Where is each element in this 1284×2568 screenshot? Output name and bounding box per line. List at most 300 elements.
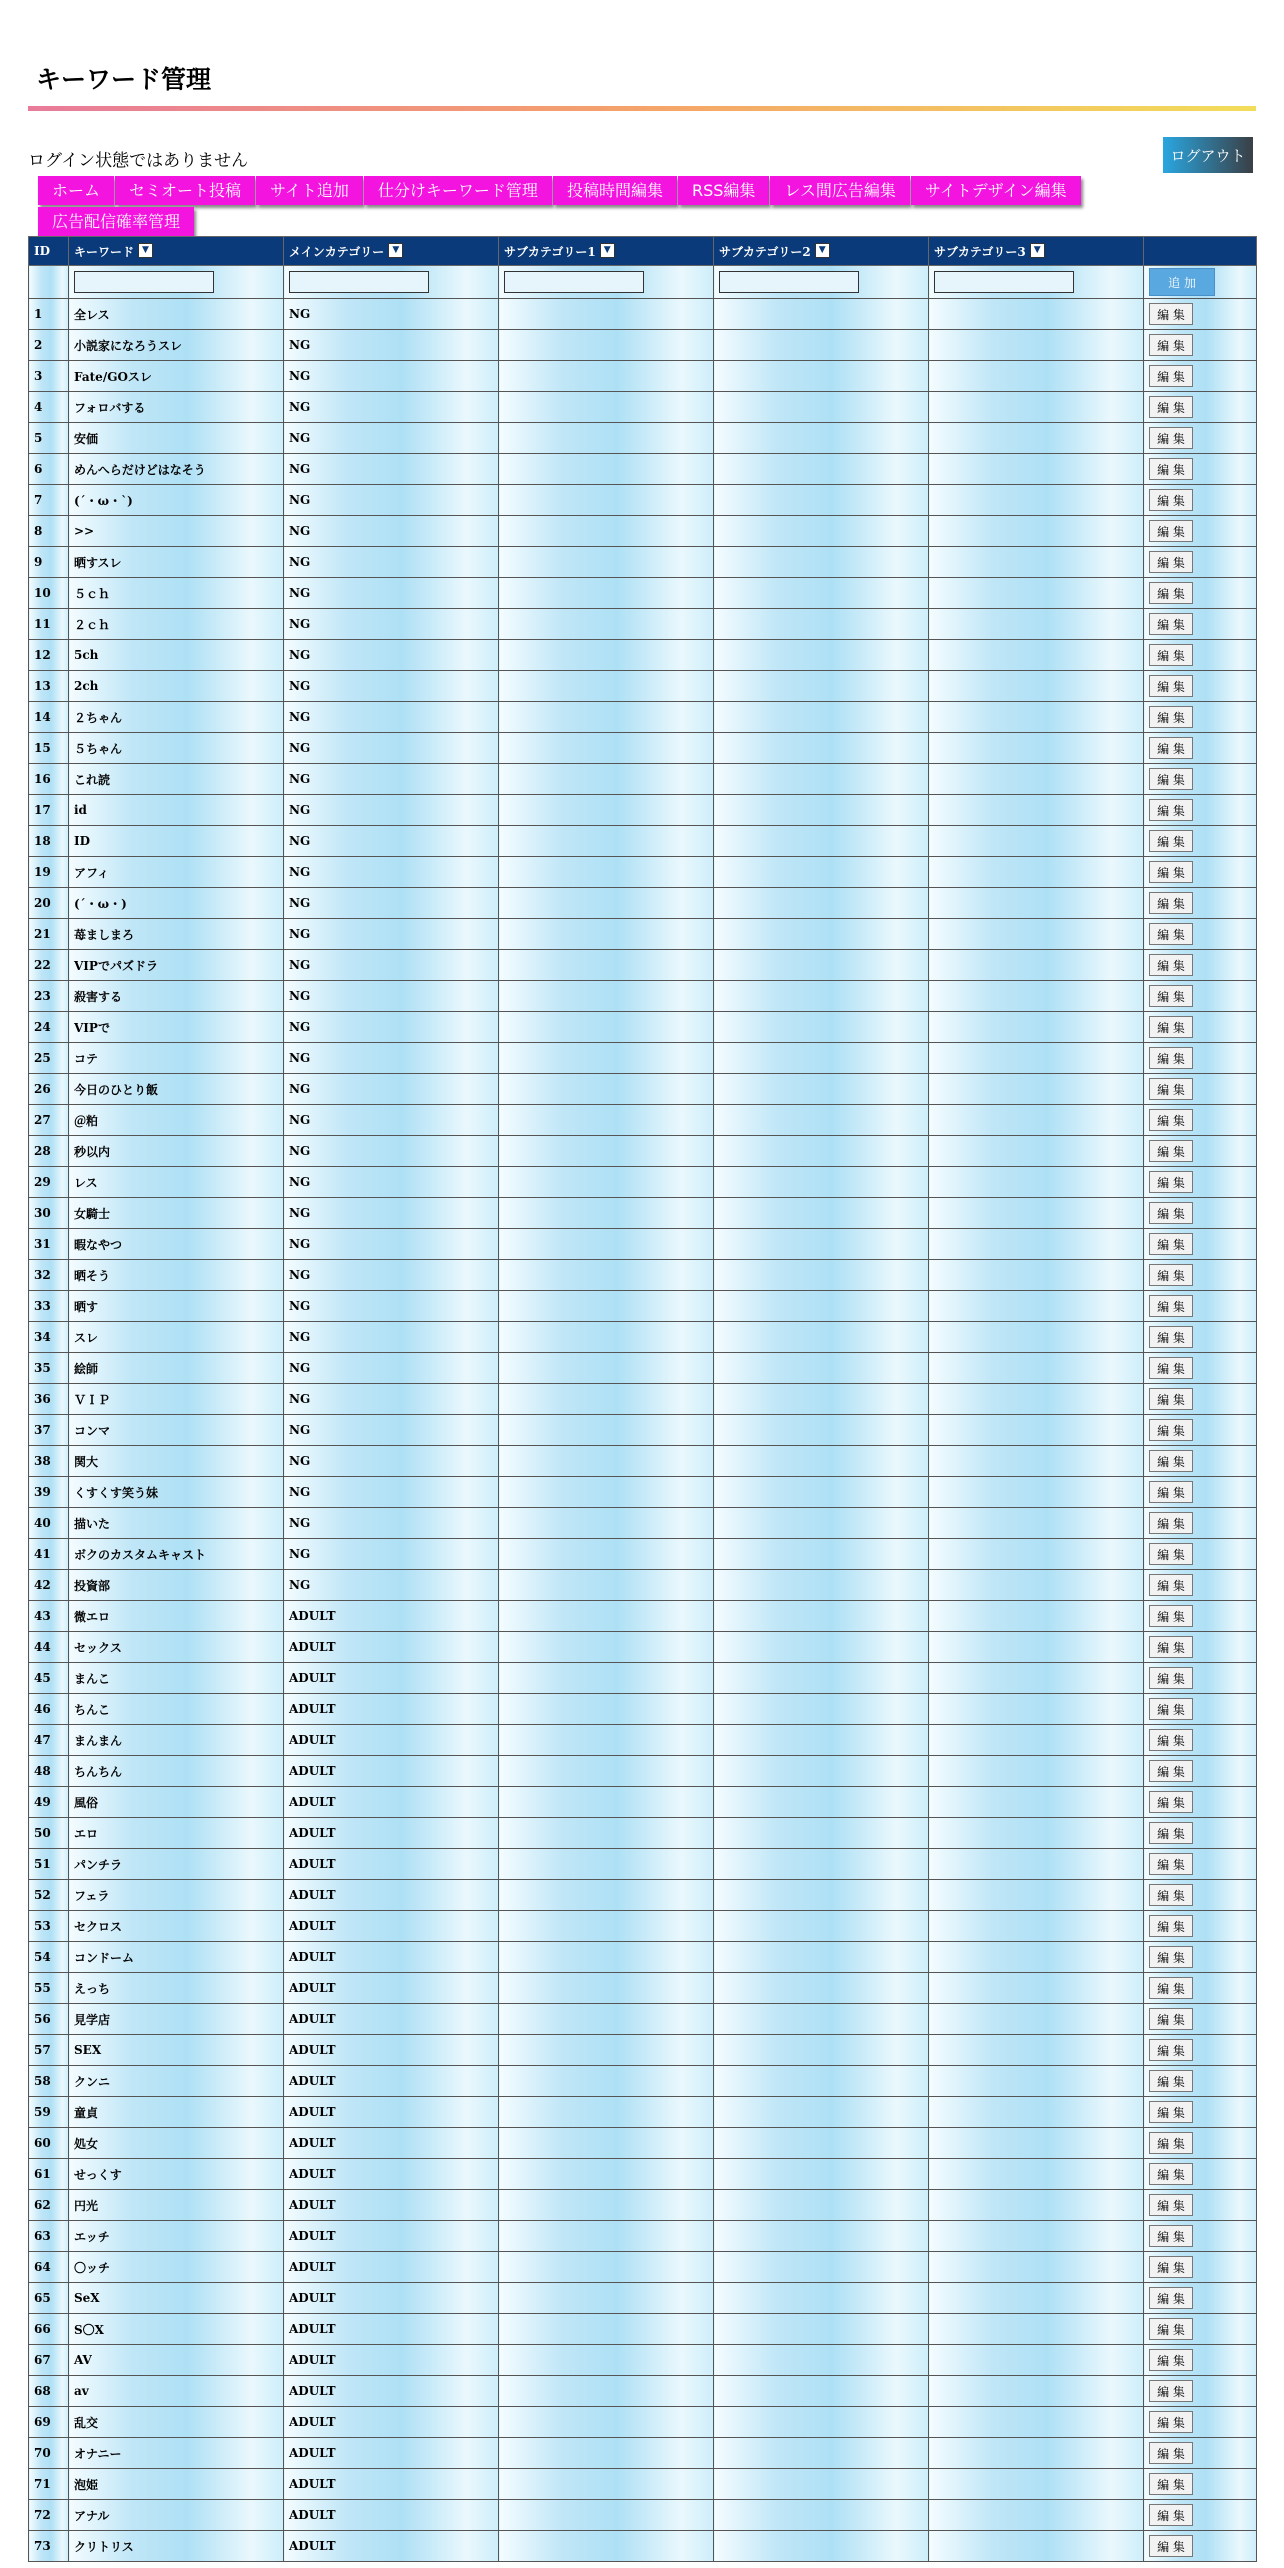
edit-button[interactable]: 編 集 — [1149, 1636, 1193, 1658]
row-main-category: NG — [284, 857, 499, 888]
edit-button[interactable]: 編 集 — [1149, 1760, 1193, 1782]
row-sub-category-1 — [499, 485, 714, 516]
nav-button[interactable]: サイトデザイン編集 — [911, 176, 1081, 205]
row-keyword: フェラ — [69, 1880, 284, 1911]
row-keyword: ID — [69, 826, 284, 857]
row-sub-category-2 — [714, 2221, 929, 2252]
row-sub-category-1 — [499, 1012, 714, 1043]
header-sub-category-1-label: サブカテゴリー1 — [504, 244, 596, 259]
row-sub-category-3 — [929, 1074, 1144, 1105]
table-row — [29, 702, 1257, 733]
row-keyword: 女騎士 — [69, 1198, 284, 1229]
edit-button[interactable]: 編 集 — [1149, 1977, 1193, 1999]
row-sub-category-2 — [714, 454, 929, 485]
table-row — [29, 919, 1257, 950]
row-sub-category-3 — [929, 1446, 1144, 1477]
row-sub-category-2 — [714, 2159, 929, 2190]
row-action-cell — [1144, 1818, 1257, 1849]
row-action-cell — [1144, 1198, 1257, 1229]
page-title: キーワード管理 — [36, 65, 212, 94]
nav-button[interactable]: 仕分けキーワード管理 — [364, 176, 552, 205]
edit-button[interactable]: 編 集 — [1149, 1202, 1193, 1224]
row-keyword: レス — [69, 1167, 284, 1198]
row-keyword: 5ch — [69, 640, 284, 671]
row-id: 10 — [29, 578, 69, 609]
row-main-category: NG — [284, 392, 499, 423]
row-sub-category-3 — [929, 361, 1144, 392]
row-id: 63 — [29, 2221, 69, 2252]
edit-button[interactable]: 編 集 — [1149, 489, 1193, 511]
edit-button[interactable]: 編 集 — [1149, 365, 1193, 387]
table-row — [29, 1973, 1257, 2004]
edit-button[interactable]: 編 集 — [1149, 644, 1193, 666]
edit-button[interactable]: 編 集 — [1149, 2256, 1193, 2278]
row-action-cell — [1144, 1694, 1257, 1725]
edit-button[interactable]: 編 集 — [1149, 1109, 1193, 1131]
edit-button[interactable]: 編 集 — [1149, 768, 1193, 790]
row-keyword: くすくす笑う妹 — [69, 1477, 284, 1508]
row-sub-category-3 — [929, 2221, 1144, 2252]
row-sub-category-2 — [714, 702, 929, 733]
edit-button[interactable]: 編 集 — [1149, 582, 1193, 604]
edit-button[interactable]: 編 集 — [1149, 861, 1193, 883]
row-main-category: ADULT — [284, 1787, 499, 1818]
edit-button[interactable]: 編 集 — [1149, 2008, 1193, 2030]
row-sub-category-3 — [929, 2407, 1144, 2438]
row-id: 52 — [29, 1880, 69, 1911]
row-sub-category-3 — [929, 2190, 1144, 2221]
row-id: 18 — [29, 826, 69, 857]
row-keyword: セックス — [69, 1632, 284, 1663]
row-sub-category-1 — [499, 1291, 714, 1322]
edit-button[interactable]: 編 集 — [1149, 1512, 1193, 1534]
row-sub-category-2 — [714, 2283, 929, 2314]
row-main-category: ADULT — [284, 1973, 499, 2004]
edit-button[interactable]: 編 集 — [1149, 2442, 1193, 2464]
row-id: 41 — [29, 1539, 69, 1570]
edit-button[interactable]: 編 集 — [1149, 2070, 1193, 2092]
row-sub-category-1 — [499, 1570, 714, 1601]
row-id: 21 — [29, 919, 69, 950]
edit-button[interactable]: 編 集 — [1149, 2194, 1193, 2216]
row-action-cell — [1144, 454, 1257, 485]
row-main-category: NG — [284, 578, 499, 609]
edit-button[interactable]: 編 集 — [1149, 2380, 1193, 2402]
new-main-category-input[interactable] — [289, 271, 429, 293]
row-sub-category-2 — [714, 2469, 929, 2500]
edit-button[interactable]: 編 集 — [1149, 1481, 1193, 1503]
row-keyword: コンドーム — [69, 1942, 284, 1973]
row-id: 43 — [29, 1601, 69, 1632]
row-sub-category-3 — [929, 795, 1144, 826]
title-underline — [28, 106, 1256, 111]
edit-button[interactable]: 編 集 — [1149, 2101, 1193, 2123]
edit-button[interactable]: 編 集 — [1149, 1729, 1193, 1751]
row-sub-category-1 — [499, 2531, 714, 2562]
logout-button[interactable]: ログアウト — [1163, 137, 1253, 173]
edit-button[interactable]: 編 集 — [1149, 1915, 1193, 1937]
add-row-sub2-cell — [714, 266, 929, 299]
row-sub-category-3 — [929, 1012, 1144, 1043]
row-sub-category-1 — [499, 950, 714, 981]
row-sub-category-3 — [929, 1942, 1144, 1973]
row-action-cell — [1144, 1663, 1257, 1694]
row-keyword: 微エロ — [69, 1601, 284, 1632]
row-main-category: NG — [284, 1012, 499, 1043]
row-sub-category-1 — [499, 1105, 714, 1136]
row-sub-category-2 — [714, 1880, 929, 1911]
edit-button[interactable]: 編 集 — [1149, 458, 1193, 480]
row-id: 42 — [29, 1570, 69, 1601]
row-main-category: ADULT — [284, 2376, 499, 2407]
row-sub-category-3 — [929, 2469, 1144, 2500]
edit-button[interactable]: 編 集 — [1149, 2163, 1193, 2185]
edit-button[interactable]: 編 集 — [1149, 1450, 1193, 1472]
edit-button[interactable]: 編 集 — [1149, 892, 1193, 914]
row-sub-category-2 — [714, 1167, 929, 1198]
row-sub-category-1 — [499, 640, 714, 671]
row-sub-category-1 — [499, 795, 714, 826]
keyword-table — [28, 236, 1257, 2562]
edit-button[interactable]: 編 集 — [1149, 985, 1193, 1007]
table-row — [29, 1942, 1257, 1973]
row-sub-category-3 — [929, 547, 1144, 578]
row-id: 15 — [29, 733, 69, 764]
row-sub-category-1 — [499, 2097, 714, 2128]
row-id: 24 — [29, 1012, 69, 1043]
row-id: 23 — [29, 981, 69, 1012]
edit-button[interactable]: 編 集 — [1149, 2039, 1193, 2061]
nav-button[interactable]: セミオート投稿 — [115, 176, 255, 205]
new-sub-category-2-input[interactable] — [719, 271, 859, 293]
edit-button[interactable]: 編 集 — [1149, 2504, 1193, 2526]
row-id: 65 — [29, 2283, 69, 2314]
row-id: 39 — [29, 1477, 69, 1508]
row-sub-category-2 — [714, 299, 929, 330]
row-id: 57 — [29, 2035, 69, 2066]
row-keyword: 小説家になろうスレ — [69, 330, 284, 361]
row-sub-category-3 — [929, 640, 1144, 671]
row-main-category: ADULT — [284, 2531, 499, 2562]
row-sub-category-3 — [929, 2314, 1144, 2345]
row-sub-category-1 — [499, 1229, 714, 1260]
row-sub-category-2 — [714, 547, 929, 578]
nav-button[interactable]: ホーム — [38, 176, 114, 205]
row-main-category: NG — [284, 1384, 499, 1415]
edit-button[interactable]: 編 集 — [1149, 2411, 1193, 2433]
table-row — [29, 2128, 1257, 2159]
row-action-cell — [1144, 1942, 1257, 1973]
edit-button[interactable]: 編 集 — [1149, 1357, 1193, 1379]
edit-button[interactable]: 編 集 — [1149, 1326, 1193, 1348]
edit-button[interactable]: 編 集 — [1149, 675, 1193, 697]
new-sub-category-3-input[interactable] — [934, 271, 1074, 293]
row-sub-category-2 — [714, 1632, 929, 1663]
row-action-cell — [1144, 330, 1257, 361]
sort-sub-category-2-icon[interactable]: ▼ — [815, 243, 830, 258]
row-id: 66 — [29, 2314, 69, 2345]
header-actions — [1144, 237, 1257, 266]
row-action-cell — [1144, 1074, 1257, 1105]
edit-button[interactable]: 編 集 — [1149, 1047, 1193, 1069]
row-id: 55 — [29, 1973, 69, 2004]
header-id — [29, 237, 69, 266]
row-keyword: まんまん — [69, 1725, 284, 1756]
row-action-cell — [1144, 1539, 1257, 1570]
row-sub-category-2 — [714, 2531, 929, 2562]
row-sub-category-1 — [499, 2500, 714, 2531]
row-action-cell — [1144, 2407, 1257, 2438]
row-keyword: 殺害する — [69, 981, 284, 1012]
row-keyword: VIPで — [69, 1012, 284, 1043]
row-id: 51 — [29, 1849, 69, 1880]
row-sub-category-3 — [929, 1043, 1144, 1074]
row-main-category: NG — [284, 1446, 499, 1477]
table-row — [29, 1384, 1257, 1415]
edit-button[interactable]: 編 集 — [1149, 613, 1193, 635]
row-id: 50 — [29, 1818, 69, 1849]
row-sub-category-2 — [714, 1415, 929, 1446]
table-row — [29, 2376, 1257, 2407]
row-id: 29 — [29, 1167, 69, 1198]
row-sub-category-2 — [714, 671, 929, 702]
row-id: 44 — [29, 1632, 69, 1663]
row-id: 20 — [29, 888, 69, 919]
nav-button[interactable]: サイト追加 — [256, 176, 363, 205]
edit-button[interactable]: 編 集 — [1149, 396, 1193, 418]
row-keyword: まんこ — [69, 1663, 284, 1694]
row-sub-category-3 — [929, 1353, 1144, 1384]
edit-button[interactable]: 編 集 — [1149, 2225, 1193, 2247]
row-keyword: 関大 — [69, 1446, 284, 1477]
table-row — [29, 1167, 1257, 1198]
row-sub-category-3 — [929, 1818, 1144, 1849]
edit-button[interactable]: 編 集 — [1149, 1419, 1193, 1441]
edit-button[interactable]: 編 集 — [1149, 551, 1193, 573]
row-sub-category-3 — [929, 2097, 1144, 2128]
edit-button[interactable]: 編 集 — [1149, 954, 1193, 976]
nav-button[interactable]: レス間広告編集 — [770, 176, 910, 205]
row-sub-category-1 — [499, 1384, 714, 1415]
row-sub-category-2 — [714, 516, 929, 547]
table-row — [29, 888, 1257, 919]
row-sub-category-3 — [929, 1725, 1144, 1756]
edit-button[interactable]: 編 集 — [1149, 1295, 1193, 1317]
row-action-cell — [1144, 1043, 1257, 1074]
edit-button[interactable]: 編 集 — [1149, 706, 1193, 728]
row-sub-category-1 — [499, 919, 714, 950]
row-keyword: (´・ω・) — [69, 888, 284, 919]
edit-button[interactable]: 編 集 — [1149, 1140, 1193, 1162]
row-sub-category-3 — [929, 919, 1144, 950]
row-keyword: AV — [69, 2345, 284, 2376]
row-sub-category-3 — [929, 1632, 1144, 1663]
nav-button[interactable]: RSS編集 — [678, 176, 769, 205]
nav-button[interactable]: 広告配信確率管理 — [38, 207, 194, 236]
row-sub-category-3 — [929, 1105, 1144, 1136]
row-sub-category-2 — [714, 423, 929, 454]
row-id: 47 — [29, 1725, 69, 1756]
row-sub-category-1 — [499, 1880, 714, 1911]
row-sub-category-3 — [929, 1229, 1144, 1260]
row-sub-category-2 — [714, 1973, 929, 2004]
row-main-category: NG — [284, 1508, 499, 1539]
add-row-id-cell — [29, 266, 69, 299]
row-keyword: VIPでパズドラ — [69, 950, 284, 981]
edit-button[interactable]: 編 集 — [1149, 1078, 1193, 1100]
row-action-cell — [1144, 671, 1257, 702]
edit-button[interactable]: 編 集 — [1149, 737, 1193, 759]
row-sub-category-2 — [714, 888, 929, 919]
edit-button[interactable]: 編 集 — [1149, 1543, 1193, 1565]
row-keyword: アナル — [69, 2500, 284, 2531]
edit-button[interactable]: 編 集 — [1149, 2349, 1193, 2371]
row-sub-category-1 — [499, 2159, 714, 2190]
row-sub-category-2 — [714, 361, 929, 392]
edit-button[interactable]: 編 集 — [1149, 1016, 1193, 1038]
row-sub-category-2 — [714, 1384, 929, 1415]
row-id: 37 — [29, 1415, 69, 1446]
edit-button[interactable]: 編 集 — [1149, 1605, 1193, 1627]
row-keyword: エロ — [69, 1818, 284, 1849]
edit-button[interactable]: 編 集 — [1149, 923, 1193, 945]
row-sub-category-1 — [499, 1849, 714, 1880]
row-action-cell — [1144, 1167, 1257, 1198]
add-button[interactable]: 追 加 — [1149, 268, 1215, 296]
edit-button[interactable]: 編 集 — [1149, 1171, 1193, 1193]
sort-sub-category-1-icon[interactable]: ▼ — [600, 243, 615, 258]
row-sub-category-2 — [714, 1694, 929, 1725]
row-sub-category-1 — [499, 2314, 714, 2345]
table-row — [29, 1632, 1257, 1663]
row-keyword: 描いた — [69, 1508, 284, 1539]
edit-button[interactable]: 編 集 — [1149, 334, 1193, 356]
row-sub-category-1 — [499, 1074, 714, 1105]
edit-button[interactable]: 編 集 — [1149, 2473, 1193, 2495]
row-action-cell — [1144, 578, 1257, 609]
row-sub-category-1 — [499, 609, 714, 640]
row-sub-category-2 — [714, 764, 929, 795]
new-keyword-input[interactable] — [74, 271, 214, 293]
row-main-category: NG — [284, 454, 499, 485]
table-row — [29, 1477, 1257, 1508]
row-sub-category-3 — [929, 1508, 1144, 1539]
row-sub-category-1 — [499, 1260, 714, 1291]
row-main-category: NG — [284, 1229, 499, 1260]
row-main-category: NG — [284, 795, 499, 826]
edit-button[interactable]: 編 集 — [1149, 830, 1193, 852]
row-action-cell — [1144, 2345, 1257, 2376]
edit-button[interactable]: 編 集 — [1149, 1884, 1193, 1906]
edit-button[interactable]: 編 集 — [1149, 1822, 1193, 1844]
row-sub-category-2 — [714, 1012, 929, 1043]
edit-button[interactable]: 編 集 — [1149, 799, 1193, 821]
row-action-cell — [1144, 2097, 1257, 2128]
row-main-category: ADULT — [284, 2004, 499, 2035]
table-row — [29, 1787, 1257, 1818]
header-keyword-label: キーワード — [74, 244, 135, 259]
edit-button[interactable]: 編 集 — [1149, 520, 1193, 542]
row-sub-category-1 — [499, 702, 714, 733]
row-sub-category-2 — [714, 1911, 929, 1942]
row-sub-category-2 — [714, 2035, 929, 2066]
row-id: 34 — [29, 1322, 69, 1353]
table-row — [29, 547, 1257, 578]
edit-button[interactable]: 編 集 — [1149, 1698, 1193, 1720]
edit-button[interactable]: 編 集 — [1149, 2287, 1193, 2309]
row-keyword: 全レス — [69, 299, 284, 330]
sort-keyword-icon[interactable]: ▼ — [138, 243, 153, 258]
edit-button[interactable]: 編 集 — [1149, 1791, 1193, 1813]
row-id: 19 — [29, 857, 69, 888]
row-keyword: 絵師 — [69, 1353, 284, 1384]
row-keyword: 乱交 — [69, 2407, 284, 2438]
table-row — [29, 454, 1257, 485]
new-sub-category-1-input[interactable] — [504, 271, 644, 293]
edit-button[interactable]: 編 集 — [1149, 1667, 1193, 1689]
edit-button[interactable]: 編 集 — [1149, 1853, 1193, 1875]
row-id: 73 — [29, 2531, 69, 2562]
row-sub-category-1 — [499, 578, 714, 609]
row-sub-category-2 — [714, 1136, 929, 1167]
table-row — [29, 1570, 1257, 1601]
edit-button[interactable]: 編 集 — [1149, 1574, 1193, 1596]
row-action-cell — [1144, 1012, 1257, 1043]
row-sub-category-3 — [929, 2128, 1144, 2159]
row-sub-category-1 — [499, 2407, 714, 2438]
header-sub-category-2 — [714, 237, 929, 266]
row-keyword: エッチ — [69, 2221, 284, 2252]
row-main-category: ADULT — [284, 2469, 499, 2500]
row-sub-category-2 — [714, 733, 929, 764]
edit-button[interactable]: 編 集 — [1149, 1388, 1193, 1410]
row-main-category: ADULT — [284, 2066, 499, 2097]
row-action-cell — [1144, 1601, 1257, 1632]
row-main-category: NG — [284, 702, 499, 733]
row-keyword: クリトリス — [69, 2531, 284, 2562]
sort-main-category-icon[interactable]: ▼ — [388, 243, 403, 258]
row-action-cell — [1144, 2500, 1257, 2531]
edit-button[interactable]: 編 集 — [1149, 2132, 1193, 2154]
row-id: 45 — [29, 1663, 69, 1694]
nav-button[interactable]: 投稿時間編集 — [553, 176, 677, 205]
row-sub-category-1 — [499, 1694, 714, 1725]
edit-button[interactable]: 編 集 — [1149, 303, 1193, 325]
sort-sub-category-3-icon[interactable]: ▼ — [1030, 243, 1045, 258]
edit-button[interactable]: 編 集 — [1149, 2535, 1193, 2557]
row-sub-category-1 — [499, 2469, 714, 2500]
row-id: 22 — [29, 950, 69, 981]
edit-button[interactable]: 編 集 — [1149, 2318, 1193, 2340]
row-sub-category-3 — [929, 857, 1144, 888]
row-sub-category-3 — [929, 950, 1144, 981]
table-row — [29, 609, 1257, 640]
edit-button[interactable]: 編 集 — [1149, 1264, 1193, 1286]
edit-button[interactable]: 編 集 — [1149, 1946, 1193, 1968]
row-keyword: 投資部 — [69, 1570, 284, 1601]
edit-button[interactable]: 編 集 — [1149, 427, 1193, 449]
edit-button[interactable]: 編 集 — [1149, 1233, 1193, 1255]
row-sub-category-3 — [929, 1570, 1144, 1601]
row-sub-category-3 — [929, 702, 1144, 733]
row-id: 26 — [29, 1074, 69, 1105]
row-sub-category-2 — [714, 1446, 929, 1477]
row-keyword: 〇ッチ — [69, 2252, 284, 2283]
row-keyword: ２ｃｈ — [69, 609, 284, 640]
table-row — [29, 950, 1257, 981]
row-sub-category-1 — [499, 1539, 714, 1570]
row-keyword: 安価 — [69, 423, 284, 454]
